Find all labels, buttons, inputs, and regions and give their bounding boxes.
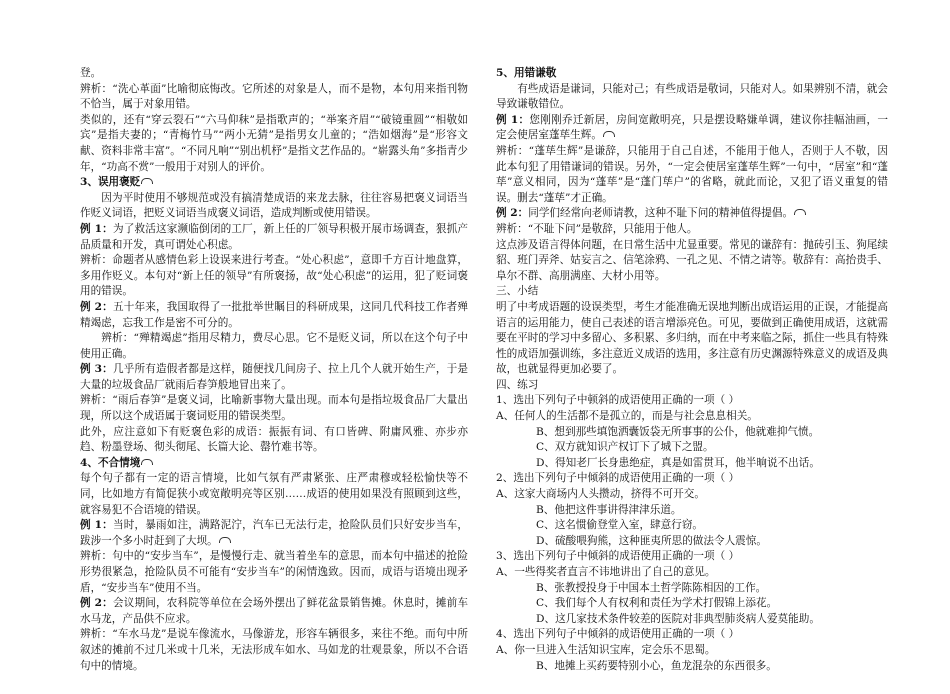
question-1: 1、选出下列句子中顿斜的成语使用正确的一项（ ） — [496, 394, 740, 407]
paragraph: 因为平时使用不够规范或没有搞清楚成语的来龙去脉，往往容易把褒义词语当作贬义词语，把贬义词语当成褒义词语，造成判断或使用错误。 — [80, 191, 468, 220]
example — [496, 113, 888, 144]
paragraph: 每个句子都有一定的语言情境，比如气氛有严肃紧张、庄严肃穆或轻松愉快等不同，比如地方有简促狭小或宽敞明亮等区别……成语的使用如果没有照顾到这些，就容易犯不合语境的错误。 — [80, 472, 468, 516]
example-label: 例 2： — [80, 300, 113, 313]
example — [80, 222, 468, 253]
section-heading-3 — [80, 175, 468, 191]
practice-heading: 四、练习 — [496, 378, 539, 391]
option-a: A、任何人的生活都不是孤立的，而是与社会息息相关。 — [496, 410, 758, 423]
paragraph: 明了中考成语题的设误类型，考生才能准确无误地判断出成语运用的正误，才能提高语言的运用能力，使自己表述的语言增添亮色。可见，要做到正确使用成语，这就需要在平时的学习中多留心、多积累、多归纳，而在中考来临之际，抓住一些具有特殊性的成语加强训练，多注意近义成语的选用，多注意有历史渊源特殊意义的成语及典故，也就显得更加必要了。 — [496, 300, 888, 376]
edit-mark-icon — [794, 209, 806, 215]
paragraph: 辨析：“不耻下问”是敬辞，只能用于他人。 — [496, 222, 698, 235]
question-4: 4、选出下列句子中倾斜的成语使用正确的一项（ ） — [496, 628, 740, 641]
option-b: B、他把这件事讲得津津乐道。 — [536, 503, 682, 516]
example-label: 例 1： — [496, 113, 530, 126]
option-a: A、你一旦进入生活知识宝库，定会乐不思蜀。 — [496, 643, 716, 656]
option-b: B、张教授投身于中国本土哲学陈陈相因的工作。 — [536, 581, 767, 594]
option-c: C、这名惯偷登堂入室，肆意行窃。 — [536, 519, 704, 532]
question-3: 3、选出下列句子中倾斜的成语使用正确的一项（ ） — [496, 550, 740, 563]
question-2: 2、选出下列句子中倾斜的成语使用正确的一项（ ） — [496, 472, 740, 485]
paragraph: 辨析：“雨后春笋”是褒义词，比喻新事物大量出现。而本句是指垃圾食品厂大量出现，所以这个成语属于褒词贬用的错误类型。 — [80, 394, 468, 423]
summary-heading: 三、小结 — [496, 285, 539, 298]
example-text: 同学们经常向老师请教，这种不耻下问的精神值得提倡。 — [528, 207, 794, 220]
paragraph: 辨析：“车水马龙”是说车像流水，马像游龙，形容车辆很多，来往不绝。而句中所叙述的摊前不过几米或十几米，无法形成车如水、马如龙的壮观景象，所以不合语句中的情境。 — [80, 628, 468, 672]
heading-text: 3、误用褒贬 — [80, 176, 141, 189]
paragraph: 辨析：“殚精竭虑”指用尽精力，费尽心思。它不是贬义词，所以在这个句子中使用正确。 — [80, 332, 468, 360]
paragraph: 辨析：句中的“安步当车”，是慢慢行走、就当着坐车的意思，而本句中描述的抢险形势很紧急，抢险队员不可能有“安步当车”的闲情逸致。因而，成语与语境出现矛盾，“安步当车”使用不当。 — [80, 550, 468, 594]
right-column — [496, 66, 888, 674]
paragraph: 辨析：“蓬荜生辉”是谦辞，只能用于自己自述，不能用于他人，否则于人不敬，因此本句犯了用错谦词的错误。另外，“一定会使居室蓬荜生辉”一句中，“居室”和“蓬荜”意义相同，因为“蓬荜”是“蓬门荜户”的省略，就此而论，又犯了语义重复的错误。删去“蓬荜”才正确。 — [496, 144, 888, 204]
edit-mark-icon — [141, 459, 153, 465]
example-text: 您刚刚乔迁新居，房间宽敞明亮，只是摆设略嫌单调，建议你挂幅油画，一定会使居室蓬荜生辉。 — [496, 113, 889, 142]
edit-mark-icon — [141, 178, 153, 184]
example-label: 例 1： — [80, 222, 113, 235]
example-text: 当时，暴雨如注，满路泥泞，汽车已无法行走，抢险队员们只好安步当车，跋涉一个多小时赶到了大坝。 — [80, 519, 469, 547]
option-a: A、一些得奖者直言不讳地讲出了自己的意见。 — [496, 566, 716, 578]
example-label: 例 1： — [80, 519, 113, 532]
option-b: B、地摊上买药要特别小心，鱼龙混杂的东西很多。 — [536, 659, 777, 672]
example — [80, 518, 468, 549]
option-d: D、硫酸喂狗熊，这种匪夷所思的做法令人震惊。 — [536, 534, 767, 547]
example-label: 例 3： — [80, 363, 113, 376]
example-text: 会议期间，农科院等单位在会场外摆出了鲜花盆景销售摊。休息时，摊前车水马龙，产品供不应求。 — [80, 597, 469, 625]
paragraph: 登。 — [80, 67, 102, 79]
option-c: C、我们每个人有权利和责任为学术打假锦上添花。 — [536, 597, 778, 610]
option-d: D、这几家技术条件较差的医院对非典型肺炎病人爱莫能助。 — [536, 612, 820, 625]
option-c: C、双方就知识产权订下了城下之盟。 — [536, 441, 714, 454]
example-label: 例 2： — [80, 597, 113, 610]
heading-text: 4、不合情境 — [80, 456, 141, 469]
edit-mark-icon — [603, 131, 615, 137]
example — [80, 300, 468, 331]
example-text: 为了救活这家濒临倒闭的工厂，新上任的厂领导积极开展市场调查，狠抓产品质量和开发，真可谓处心积虑。 — [80, 222, 469, 251]
left-column — [80, 66, 468, 674]
paragraph: 有些成语是谦词，只能对己；有些成语是敬词，只能对人。如果辨别不清，就会导致谦敬错位。 — [496, 82, 888, 111]
example — [496, 206, 888, 222]
example-label: 例 2： — [496, 207, 529, 220]
option-d: D、得知老厂长身患绝症，真是如雷贯耳，他半晌说不出话。 — [536, 456, 820, 469]
option-a: A、这家大商场内人头攒动，挤得不可开交。 — [496, 488, 705, 501]
paragraph: 辨析：命题者从感情色彩上设误来进行考查。“处心积虑”，意即千方百计地盘算，多用作贬义。本句对“新上任的领导”有所褒扬，故“处心积虑”的运用，犯了贬词褒用的错误。 — [80, 254, 468, 298]
section-heading-4 — [80, 456, 468, 472]
option-b: B、想到那些填饱洒囊饭袋无所事事的公仆，他就难抑气愤。 — [536, 425, 820, 438]
example-text: 几乎所有造假者都是这样，随便找几间房子、拉上几个人就开始生产，于是大量的垃圾食品厂就雨后春笋般地冒出来了。 — [80, 363, 469, 391]
example — [80, 362, 468, 393]
example-text: 五十年来，我国取得了一批批举世瞩目的科研成果，这同几代科技工作者殚精竭虑，忘我工作是密不可分的。 — [80, 300, 469, 329]
example — [80, 596, 468, 627]
section-heading-5: 5、用错谦敬 — [496, 67, 557, 79]
paragraph: 此外，应注意如下有贬褒色彩的成语：振振有词、有口皆碑、附庸风雅、亦步亦趋、粉墨登场、彻头彻尾、长篇大论、罄竹难书等。 — [80, 425, 468, 454]
paragraph: 这点涉及语言得体问题，在日常生活中尤显重要。常见的谦辞有：抛砖引玉、狗尾续貂、班门弄斧、姑妄言之、信笔涂鸦、一孔之见、不情之请等。敬辞有：高抬贵手、阜尔不群、高朋满座、大材小用等。 — [496, 238, 888, 282]
paragraph: 辨析：“洗心革面”比喻彻底悔改。它所述的对象是人，而不是物，本句用来指刊物不恰当，属于对象用错。 — [80, 82, 468, 111]
paragraph: 类似的，还有“穿云裂石”“六马仰秣”是指歌声的；“举案齐眉”“破镜重圆”“相敬如宾”是指夫妻的；“青梅竹马”“两小无猜”是指男女儿童的；“浩如烟海”是“形容文献、资料非常丰富”。“不同凡响”“别出机杼”是指文艺作品的。“崭露头角”多指青少年，“功高不赏”一般用于对别人的评价。 — [80, 113, 468, 173]
edit-mark-icon — [219, 537, 231, 543]
